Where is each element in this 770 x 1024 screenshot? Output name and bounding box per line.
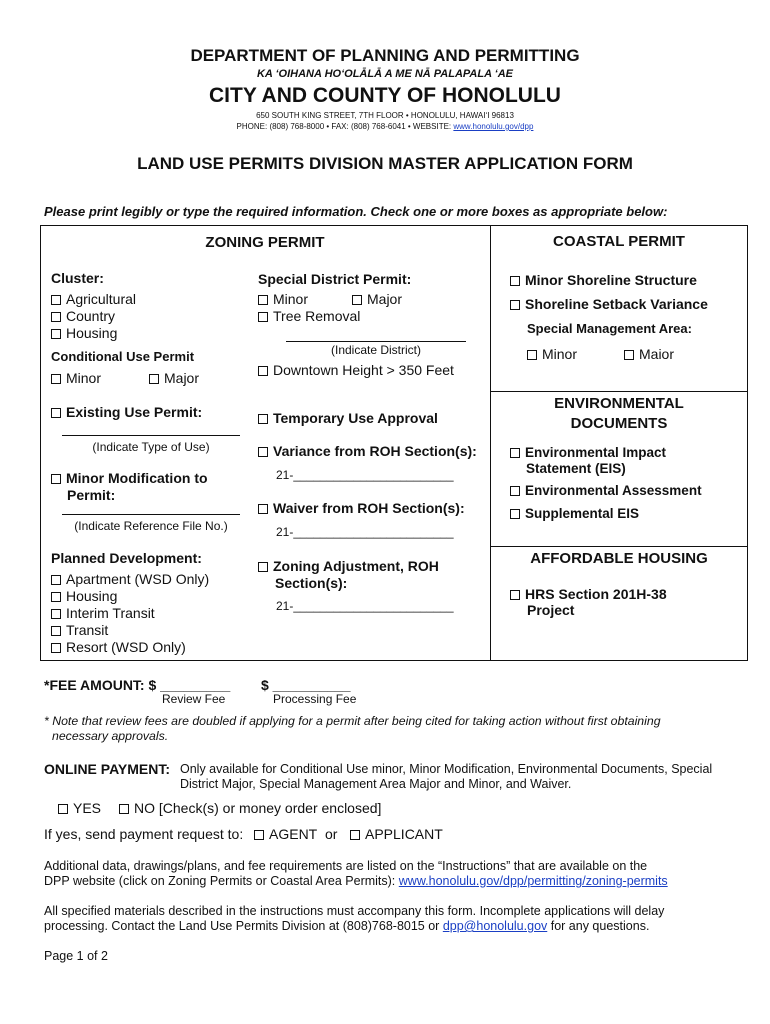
online-payment-text-2: District Major, Special Management Area Major and Minor, and Waiver. [180, 777, 572, 791]
sma-major[interactable]: Maior [624, 346, 674, 362]
checkbox[interactable] [51, 295, 61, 305]
pd-housing[interactable]: Housing [51, 588, 117, 604]
existing-use-input-line[interactable] [62, 435, 240, 436]
checkbox[interactable] [51, 592, 61, 602]
zoning-adjustment-section-input[interactable]: 21-________________________ [276, 599, 454, 613]
minor-modification[interactable]: Minor Modification to [51, 470, 208, 486]
online-payment-text-1: Only available for Conditional Use minor, Minor Modification, Environmental Documents, Special [180, 762, 713, 776]
planned-development-label: Planned Development: [51, 550, 202, 566]
cluster-label: Cluster: [51, 270, 104, 286]
materials-line1: All specified materials described in the instructions must accompany this form. Incomplete applications will delay [44, 904, 665, 918]
environmental-assessment[interactable]: Environmental Assessment [510, 483, 702, 498]
checkbox[interactable] [510, 448, 520, 458]
checkbox[interactable] [258, 366, 268, 376]
department-name: DEPARTMENT OF PLANNING AND PERMITTING [190, 46, 580, 65]
cluster-housing[interactable]: Housing [51, 325, 117, 341]
hrs-line2: Project [527, 602, 575, 618]
cluster-agricultural[interactable]: Agricultural [51, 291, 136, 307]
pd-apartment[interactable]: Apartment (WSD Only) [51, 571, 209, 587]
address: 650 SOUTH KING STREET, 7TH FLOOR • HONOLULU, HAWAI‘I 96813 [256, 111, 514, 120]
checkbox[interactable] [510, 486, 520, 496]
sd-tree-removal[interactable]: Tree Removal [258, 308, 360, 324]
additional-line2: DPP website (click on Zoning Permits or Coastal Area Permits): www.honolulu.gov/dpp/permitting/zoning-permits [44, 874, 668, 888]
existing-use-permit[interactable]: Existing Use Permit: [51, 404, 202, 420]
column-divider [490, 225, 491, 661]
form-title: LAND USE PERMITS DIVISION MASTER APPLICATION FORM [137, 154, 633, 173]
fee-note-line1: * Note that review fees are doubled if applying for a permit after being cited for taking action without first obtaining [44, 714, 661, 728]
checkbox[interactable] [258, 447, 268, 457]
request-applicant[interactable]: APPLICANT [350, 826, 443, 842]
environmental-title-1: ENVIRONMENTAL [554, 395, 684, 412]
payment-no[interactable]: NO [Check(s) or money order enclosed] [119, 800, 381, 816]
checkbox[interactable] [350, 830, 360, 840]
affordable-housing-title: AFFORDABLE HOUSING [530, 550, 708, 567]
coastal-permit-title: COASTAL PERMIT [553, 233, 685, 250]
fee-note-line2: necessary approvals. [52, 729, 169, 743]
online-payment-label: ONLINE PAYMENT: [44, 761, 171, 777]
materials-line2: processing. Contact the Land Use Permits Division at (808)768-8015 or dpp@honolulu.gov for any questions. [44, 919, 650, 933]
payment-yes[interactable]: YES [58, 800, 101, 816]
zoning-adjustment-line2: Section(s): [275, 575, 348, 591]
special-district-label: Special District Permit: [258, 271, 412, 287]
email-link[interactable]: dpp@honolulu.gov [442, 919, 548, 933]
affordable-divider [490, 546, 748, 547]
waiver[interactable]: Waiver from ROH Section(s): [258, 500, 465, 516]
processing-fee-amount[interactable]: $ __________ [261, 677, 351, 693]
hawaiian-name: KA ‘OIHANA HO‘OLĀLĀ A ME NĀ PALAPALA ‘AE [256, 68, 514, 80]
fee-amount[interactable]: *FEE AMOUNT: $ _________ [44, 677, 231, 693]
sma-label: Special Management Area: [527, 321, 692, 336]
additional-line1: Additional data, drawings/plans, and fee requirements are listed on the “Instructions” that are available on the [44, 859, 648, 873]
review-fee-caption: Review Fee [162, 692, 226, 706]
sd-downtown-height[interactable]: Downtown Height > 350 Feet [258, 362, 454, 378]
checkbox[interactable] [510, 300, 520, 310]
checkbox[interactable] [119, 804, 129, 814]
checkbox[interactable] [510, 509, 520, 519]
checkbox[interactable] [352, 295, 362, 305]
district-caption: (Indicate District) [330, 343, 422, 357]
variance-section-input[interactable]: 21-________________________ [276, 468, 454, 482]
environmental-title-2: DOCUMENTS [570, 415, 668, 432]
checkbox[interactable] [624, 350, 634, 360]
checkbox[interactable] [258, 504, 268, 514]
minor-shoreline-structure[interactable]: Minor Shoreline Structure [510, 272, 697, 288]
page-number: Page 1 of 2 [44, 949, 108, 963]
checkbox[interactable] [51, 474, 61, 484]
checkbox[interactable] [51, 329, 61, 339]
pd-interim-transit[interactable]: Interim Transit [51, 605, 155, 621]
checkbox[interactable] [258, 414, 268, 424]
checkbox[interactable] [51, 408, 61, 418]
reference-file-caption: (Indicate Reference File No.) [74, 519, 228, 533]
sma-minor[interactable]: Minor [527, 346, 577, 362]
checkbox[interactable] [527, 350, 537, 360]
checkbox[interactable] [254, 830, 264, 840]
existing-use-caption: (Indicate Type of Use) [92, 440, 210, 454]
pd-resort[interactable]: Resort (WSD Only) [51, 639, 186, 655]
checkbox[interactable] [510, 590, 520, 600]
checkbox[interactable] [258, 312, 268, 322]
checkbox[interactable] [51, 575, 61, 585]
checkbox[interactable] [510, 276, 520, 286]
minor-modification-line2: Permit: [67, 487, 116, 503]
zoning-permit-title: ZONING PERMIT [205, 234, 325, 251]
request-agent[interactable]: AGENT [254, 826, 317, 842]
supplemental-eis[interactable]: Supplemental EIS [510, 506, 639, 521]
temporary-use-approval[interactable]: Temporary Use Approval [258, 410, 438, 426]
variance[interactable]: Variance from ROH Section(s): [258, 443, 477, 459]
checkbox[interactable] [51, 626, 61, 636]
request-or: or [325, 826, 338, 842]
pd-transit[interactable]: Transit [51, 622, 108, 638]
sd-major[interactable]: Major [352, 291, 402, 307]
checkbox[interactable] [258, 295, 268, 305]
payment-request-label: If yes, send payment request to: [44, 826, 244, 842]
environmental-divider [490, 391, 748, 392]
checkbox[interactable] [51, 374, 61, 384]
processing-fee-caption: Processing Fee [273, 692, 357, 706]
conditional-use-major[interactable]: Major [149, 370, 199, 386]
shoreline-setback-variance[interactable]: Shoreline Setback Variance [510, 296, 708, 312]
contact-line [0, 122, 770, 131]
checkbox[interactable] [51, 643, 61, 653]
cluster-country[interactable]: Country [51, 308, 115, 324]
checkbox[interactable] [258, 562, 268, 572]
checkbox[interactable] [51, 312, 61, 322]
checkbox[interactable] [149, 374, 159, 384]
conditional-use-minor[interactable]: Minor [51, 370, 101, 386]
phone-fax: PHONE: (808) 768-8000 • FAX: (808) 768-6041 • WEBSITE: [236, 122, 452, 131]
reference-file-input-line[interactable] [62, 514, 240, 515]
waiver-section-input[interactable]: 21-________________________ [276, 525, 454, 539]
eis-line2: Statement (EIS) [526, 461, 626, 476]
environmental-impact-statement[interactable]: Environmental Impact [510, 445, 666, 460]
website-link[interactable]: www.honolulu.gov/dpp [453, 122, 534, 131]
checkbox[interactable] [58, 804, 68, 814]
checkbox[interactable] [51, 609, 61, 619]
sd-minor[interactable]: Minor [258, 291, 308, 307]
instruction: Please print legibly or type the required information. Check one or more boxes as appropriate below: [44, 204, 668, 219]
hrs-201h-38[interactable]: HRS Section 201H-38 [510, 586, 667, 602]
city-name: CITY AND COUNTY OF HONOLULU [209, 84, 561, 107]
conditional-use-label: Conditional Use Permit [51, 349, 195, 364]
zoning-permits-link[interactable]: www.honolulu.gov/dpp/permitting/zoning-permits [398, 874, 668, 888]
district-input-line[interactable] [286, 341, 466, 342]
zoning-adjustment[interactable]: Zoning Adjustment, ROH [258, 558, 439, 574]
